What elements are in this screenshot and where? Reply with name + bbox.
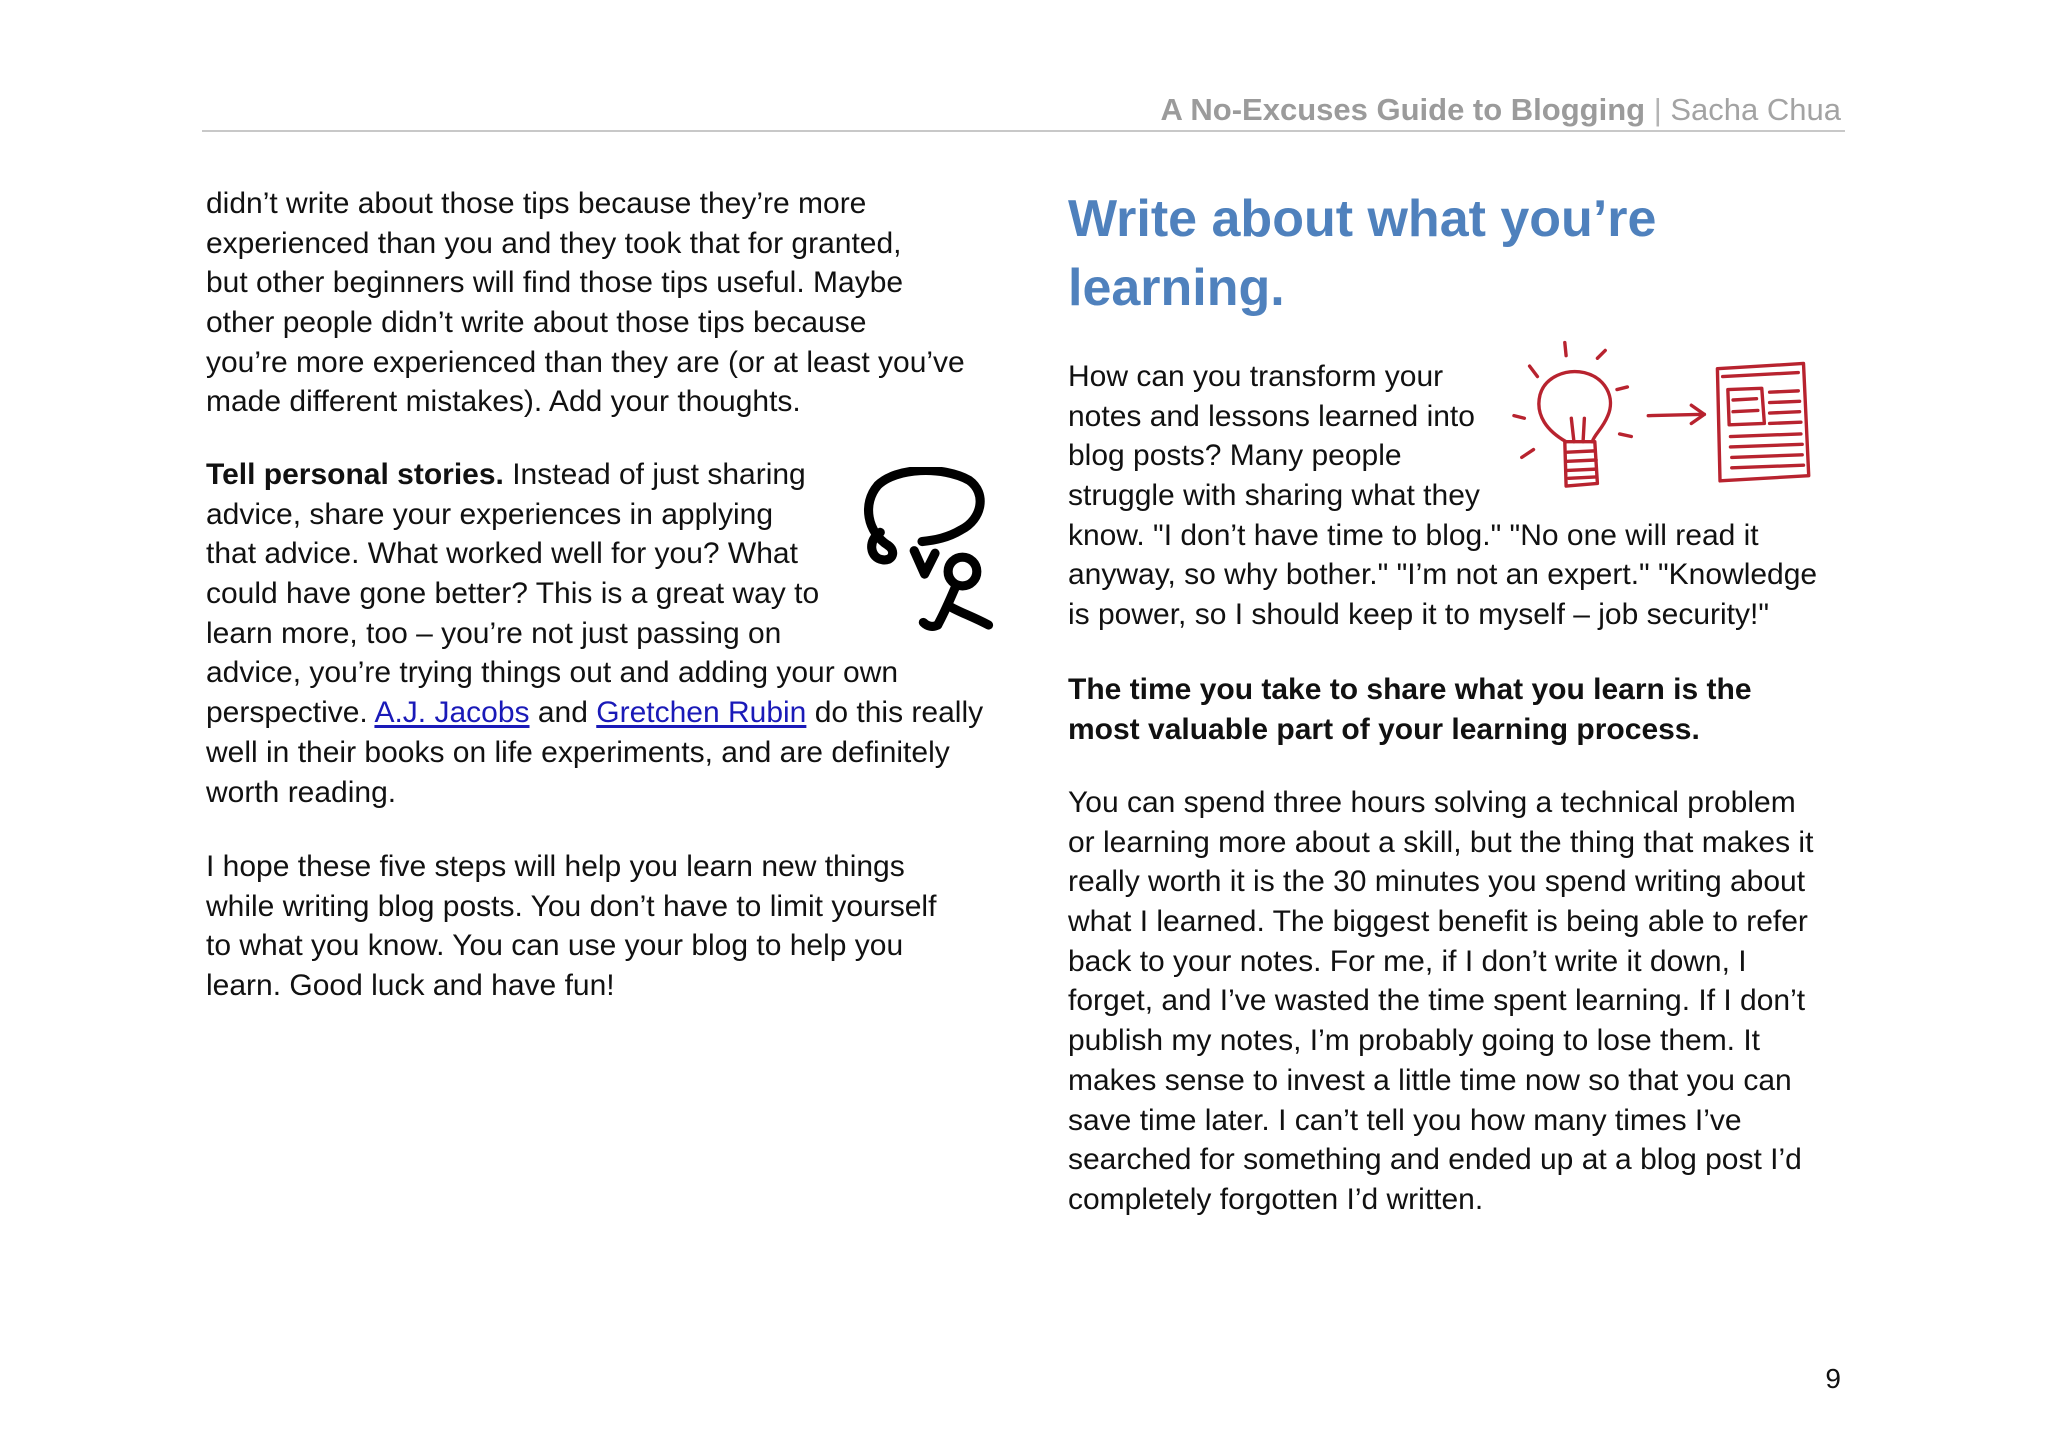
text-line: worth reading. bbox=[206, 775, 397, 809]
heading-line: learning. bbox=[1068, 259, 1285, 317]
text-line: other people didn’t write about those tips because bbox=[206, 306, 867, 340]
text-line: made different mistakes). Add your thoughts. bbox=[206, 385, 801, 419]
text-line: didn’t write about those tips because they’re more bbox=[206, 187, 867, 220]
text-run: perspective. bbox=[206, 696, 375, 730]
text-line: advice, share your experiences in applying bbox=[206, 497, 773, 531]
text-line: really worth it is the 30 minutes you spend writing about bbox=[1068, 865, 1806, 899]
text-line: or learning more about a skill, but the thing that makes it bbox=[1068, 825, 1814, 859]
text-line: advice, you’re trying things out and adding your own bbox=[206, 656, 899, 690]
text-line: well in their books on life experiments, and are definitely bbox=[206, 735, 950, 769]
text-line: notes and lessons learned into bbox=[1068, 399, 1475, 433]
page-number: 9 bbox=[1825, 1363, 1841, 1394]
running-header bbox=[1161, 90, 1841, 130]
text-line: How can you transform your bbox=[1068, 360, 1444, 393]
text-line: to what you know. You can use your blog to help you bbox=[206, 929, 904, 963]
text-line: could have gone better? This is a great way to bbox=[206, 577, 820, 611]
text-line: The time you take to share what you learn is the bbox=[1068, 673, 1752, 706]
text-line bbox=[206, 693, 983, 733]
text-line: what I learned. The biggest benefit is being able to refer bbox=[1068, 905, 1808, 939]
text-line: experienced than you and they took that for granted, bbox=[206, 226, 902, 260]
text-line: publish my notes, I’m probably going to lose them. It bbox=[1068, 1024, 1761, 1058]
text-line: blog posts? Many people bbox=[1068, 439, 1402, 473]
text-line: that advice. What worked well for you? What bbox=[206, 537, 798, 571]
text-line: most valuable part of your learning process. bbox=[1068, 712, 1700, 746]
text-line: know. "I don’t have time to blog." "No one will read it bbox=[1068, 518, 1759, 552]
text-line: searched for something and ended up at a blog post I’d bbox=[1068, 1143, 1802, 1177]
speech-bubble-person-icon bbox=[862, 467, 999, 633]
text-line: makes sense to invest a little time now so that you can bbox=[1068, 1063, 1792, 1097]
text-line: forget, and I’ve wasted the time spent learning. If I don’t bbox=[1068, 984, 1806, 1018]
text-line: anyway, so why bother." "I’m not an expert." "Knowledge bbox=[1068, 558, 1818, 592]
header-separator: | bbox=[1645, 92, 1671, 127]
left-paragraph-1 bbox=[206, 184, 965, 422]
lightbulb-to-document-icon bbox=[1508, 340, 1829, 490]
link-gretchen-rubin[interactable]: Gretchen Rubin bbox=[596, 696, 807, 730]
text-run: and bbox=[529, 696, 597, 730]
text-line: I hope these five steps will help you learn new things bbox=[206, 850, 905, 883]
text-line: but other beginners will find those tips useful. Maybe bbox=[206, 266, 904, 300]
text-run: do this really bbox=[806, 696, 984, 730]
text-run: Instead of just sharing bbox=[503, 458, 806, 491]
text-line: you’re more experienced than they are (or at least you’ve bbox=[206, 345, 965, 379]
section-heading bbox=[1068, 185, 1656, 323]
text-line: struggle with sharing what they bbox=[1068, 479, 1480, 513]
right-paragraph-bold-callout bbox=[1068, 670, 1752, 749]
book-author: Sacha Chua bbox=[1670, 92, 1841, 127]
text-line: learn more, too – you’re not just passing on bbox=[206, 616, 782, 650]
heading-line: Write about what you’re bbox=[1068, 190, 1657, 248]
text-line: learn. Good luck and have fun! bbox=[206, 969, 615, 1003]
left-paragraph-3 bbox=[206, 847, 936, 1006]
text-line: You can spend three hours solving a technical problem bbox=[1068, 786, 1796, 819]
text-line: save time later. I can’t tell you how many times I’ve bbox=[1068, 1103, 1742, 1137]
lead-in-bold: Tell personal stories. bbox=[206, 458, 504, 491]
text-line: while writing blog posts. You don’t have to limit yourself bbox=[206, 889, 937, 923]
text-line: back to your notes. For me, if I don’t write it down, I bbox=[1068, 944, 1747, 978]
text-line: is power, so I should keep it to myself – job security!" bbox=[1068, 598, 1769, 632]
book-title: A No-Excuses Guide to Blogging bbox=[1160, 92, 1646, 127]
right-paragraph-3 bbox=[1068, 783, 1813, 1220]
link-aj-jacobs[interactable]: A.J. Jacobs bbox=[374, 696, 530, 730]
text-line: completely forgotten I’d written. bbox=[1068, 1182, 1484, 1216]
header-rule bbox=[202, 130, 1845, 132]
